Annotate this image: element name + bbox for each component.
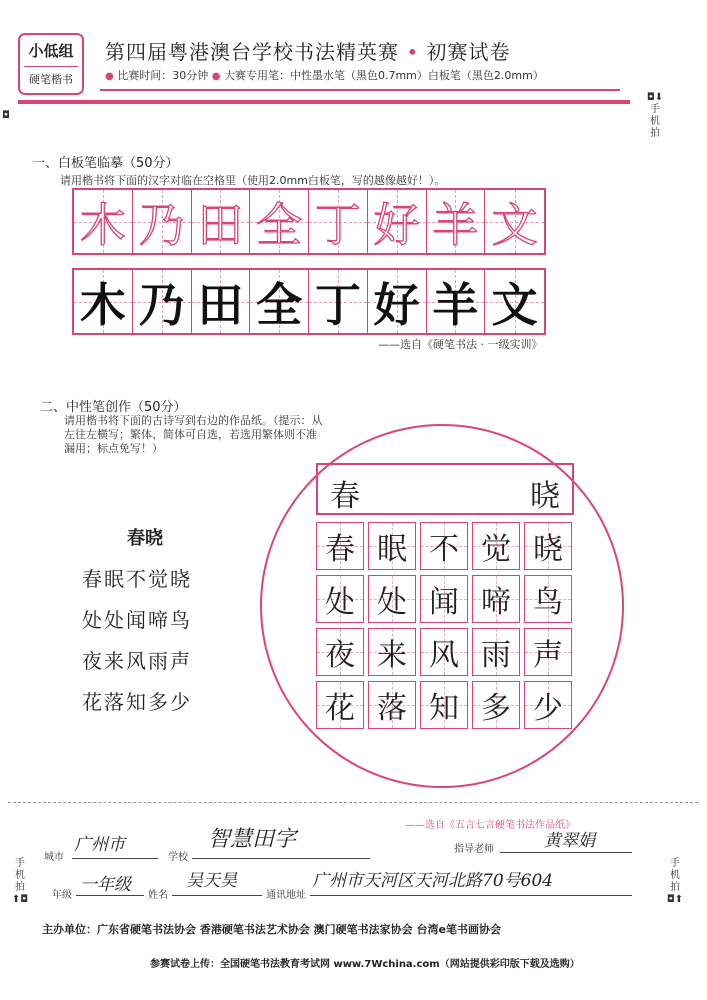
model-cell: 文: [485, 190, 544, 253]
address-label: 通讯地址: [266, 890, 306, 901]
writing-cell[interactable]: 木: [74, 270, 133, 333]
work-title-box[interactable]: [316, 463, 574, 515]
work-row: [316, 628, 574, 676]
grade-label: 年级: [52, 890, 72, 901]
model-cell: 好: [368, 190, 427, 253]
section1-hint: 请用楷书将下面的汉字对临在空格里（使用2.0mm白板笔，写的越像越好！）。: [60, 174, 446, 187]
competition-info: [105, 67, 544, 83]
title-dot: •: [406, 40, 420, 64]
teacher-field[interactable]: 黄翠娟: [544, 831, 595, 851]
model-cell: 全: [250, 190, 309, 253]
teacher-label: 指导老师: [454, 844, 494, 855]
city-field[interactable]: 广州市: [74, 835, 125, 855]
address-field[interactable]: 广州市天河区天河北路70号604: [312, 871, 554, 891]
name-label: 姓名: [148, 890, 168, 901]
title-main: 第四届粤港澳台学校书法精英赛: [105, 40, 399, 64]
work-cell[interactable]: 声: [524, 628, 572, 676]
section2-title: 二、中性笔创作（50分）: [40, 400, 187, 415]
work-cell[interactable]: 风: [420, 628, 468, 676]
work-row: [316, 522, 574, 570]
writing-cell[interactable]: 乃: [133, 270, 192, 333]
section1-title: 一、白板笔临摹（50分）: [32, 156, 179, 171]
work-cell[interactable]: 花: [316, 681, 364, 729]
work-title-right: 晓: [530, 479, 560, 514]
side-phone-label-right: 手 机 拍 ◘⬆: [663, 858, 687, 906]
group-sub-label: 硬笔楷书: [29, 73, 73, 86]
model-cell: 羊: [427, 190, 486, 253]
work-grid: [316, 522, 574, 734]
name-field[interactable]: 吴天昊: [186, 871, 237, 891]
model-char-row: [72, 188, 546, 255]
school-underline: [192, 858, 370, 859]
header-rule-thick: [18, 100, 630, 104]
camera-icon: ◘⬇: [646, 92, 664, 103]
section2-hint: 请用楷书将下面的古诗写到右边的作品纸。（提示：从左往左横写；繁体、简体可自选，若选用繁体则不准漏用；标点免写！）: [64, 414, 323, 455]
camera-icon: ◘: [2, 110, 10, 121]
writing-cell[interactable]: 全: [250, 270, 309, 333]
model-cell: 木: [74, 190, 133, 253]
written-char-row: [72, 268, 546, 335]
city-underline: [72, 858, 158, 859]
organizers: 主办单位：广东省硬笔书法协会 香港硬笔书法艺术协会 澳门硬笔书法家协会 台湾e笔书画协会: [42, 923, 501, 936]
grade-field[interactable]: 一年级: [80, 875, 131, 895]
cut-line: [8, 802, 698, 803]
work-cell[interactable]: 雨: [472, 628, 520, 676]
group-badge: [18, 33, 84, 95]
poem-line: 花落知多少: [82, 690, 192, 714]
model-cell: 丁: [309, 190, 368, 253]
work-row: [316, 575, 574, 623]
work-cell[interactable]: 鸟: [524, 575, 572, 623]
writing-cell[interactable]: 丁: [309, 270, 368, 333]
poem-line: 春眠不觉晓: [82, 567, 192, 591]
model-cell: 乃: [133, 190, 192, 253]
writing-cell[interactable]: 羊: [427, 270, 486, 333]
page-title: [105, 36, 511, 65]
city-label: 城市: [44, 852, 64, 863]
school-label: 学校: [168, 852, 188, 863]
teacher-underline: [500, 852, 632, 853]
poem-line: 夜来风雨声: [82, 649, 192, 673]
model-cell: 田: [192, 190, 251, 253]
work-cell[interactable]: 啼: [472, 575, 520, 623]
section1-source: ——选自《硬笔书法 · 一级实训》: [378, 338, 543, 351]
school-field[interactable]: 智慧田字: [208, 827, 297, 852]
work-cell[interactable]: 多: [472, 681, 520, 729]
side-phone-label-top: ◘⬇ 手 机 拍: [640, 92, 670, 140]
work-cell[interactable]: 少: [524, 681, 572, 729]
work-cell[interactable]: 春: [316, 522, 364, 570]
name-underline: [172, 895, 262, 896]
work-cell[interactable]: 知: [420, 681, 468, 729]
work-row: [316, 681, 574, 729]
work-cell[interactable]: 处: [316, 575, 364, 623]
work-cell[interactable]: 觉: [472, 522, 520, 570]
bullet-icon: ●: [105, 71, 114, 82]
work-cell[interactable]: 落: [368, 681, 416, 729]
writing-cell[interactable]: 好: [368, 270, 427, 333]
camera-icon: ◘⬆: [666, 894, 684, 905]
upload-info: 参赛试卷上传：全国硬笔书法教育考试网 www.7Wchina.com（网站提供彩印版下载及选购）: [150, 959, 580, 970]
work-cell[interactable]: 闻: [420, 575, 468, 623]
group-label: 小低组: [28, 42, 74, 60]
title-sub: 初赛试卷: [426, 40, 511, 64]
work-cell[interactable]: 晓: [524, 522, 572, 570]
section2-source: ——选自《五言七言硬笔书法作品纸》: [405, 820, 575, 831]
work-title-left: 春: [330, 479, 360, 514]
work-cell[interactable]: 来: [368, 628, 416, 676]
work-cell[interactable]: 夜: [316, 628, 364, 676]
writing-cell[interactable]: 文: [485, 270, 544, 333]
time-info: 比赛时间：30分钟: [117, 69, 209, 82]
header-rule-thin: [100, 89, 620, 91]
pen-info: 大赛专用笔：中性墨水笔（黑色0.7mm）白板笔（黑色2.0mm）: [223, 69, 544, 82]
work-cell[interactable]: 眠: [368, 522, 416, 570]
poem-line: 处处闻啼鸟: [82, 608, 192, 632]
address-underline: [310, 895, 632, 896]
writing-cell[interactable]: 田: [192, 270, 251, 333]
group-divider: [24, 66, 78, 67]
bullet-icon: ●: [211, 71, 221, 82]
work-cell[interactable]: 不: [420, 522, 468, 570]
work-cell[interactable]: 处: [368, 575, 416, 623]
grade-underline: [76, 895, 144, 896]
camera-icon: ⬆◘: [11, 894, 29, 905]
side-phone-label-left: 手 机 拍 ⬆◘: [8, 858, 32, 906]
poem-title: 春晓: [127, 528, 163, 549]
